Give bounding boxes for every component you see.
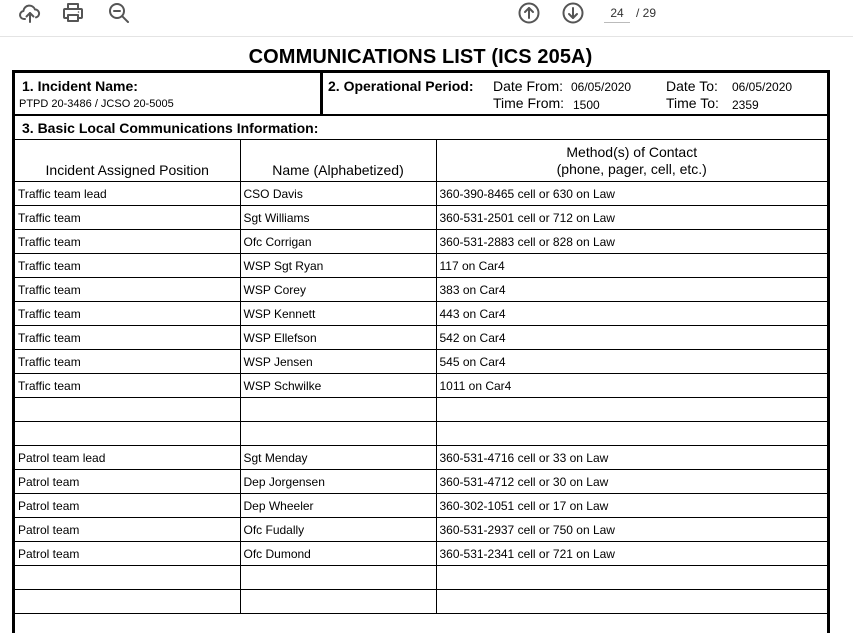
date-to-label: Date To: — [666, 78, 718, 94]
cell-position: Patrol team lead — [15, 446, 240, 470]
cell-name — [240, 590, 436, 614]
cell-position: Traffic team — [15, 206, 240, 230]
previous-page-icon[interactable] — [516, 0, 542, 26]
cell-position — [15, 590, 240, 614]
next-page-icon[interactable] — [560, 0, 586, 26]
cell-contact: 542 on Car4 — [436, 326, 827, 350]
cell-contact: 360-531-2937 cell or 750 on Law — [436, 518, 827, 542]
header-method — [436, 140, 827, 182]
incident-name-label: 1. Incident Name: — [22, 78, 138, 94]
table-row — [15, 374, 827, 398]
print-icon[interactable] — [60, 0, 86, 26]
cell-name: Ofc Fudally — [240, 518, 436, 542]
operational-period-label: 2. Operational Period: — [328, 78, 474, 94]
table-row — [15, 566, 827, 590]
cell-contact — [436, 566, 827, 590]
table-row — [15, 446, 827, 470]
page-indicator — [604, 4, 660, 22]
cell-position — [15, 422, 240, 446]
cell-position — [15, 398, 240, 422]
table-row — [15, 206, 827, 230]
cell-contact: 360-531-2883 cell or 828 on Law — [436, 230, 827, 254]
table-row — [15, 182, 827, 206]
date-from-label: Date From: — [493, 78, 564, 94]
cell-contact: 117 on Car4 — [436, 254, 827, 278]
table-row — [15, 590, 827, 614]
header-method-line1: Method(s) of Contact — [566, 143, 698, 160]
cell-name: WSP Ellefson — [240, 326, 436, 350]
time-from-value: 1500 — [573, 98, 600, 112]
cell-contact: 360-531-2501 cell or 712 on Law — [436, 206, 827, 230]
document-title: COMMUNICATIONS LIST (ICS 205A) — [248, 46, 593, 68]
cell-contact — [436, 422, 827, 446]
table-row — [15, 470, 827, 494]
table-row — [15, 254, 827, 278]
cell-contact: 360-531-4712 cell or 30 on Law — [436, 470, 827, 494]
cell-contact: 360-531-2341 cell or 721 on Law — [436, 542, 827, 566]
cell-name — [240, 398, 436, 422]
cell-name: Ofc Corrigan — [240, 230, 436, 254]
cell-position — [15, 566, 240, 590]
cell-position: Patrol team — [15, 518, 240, 542]
cell-name: WSP Kennett — [240, 302, 436, 326]
cell-position: Patrol team — [15, 470, 240, 494]
cell-position: Traffic team — [15, 302, 240, 326]
basic-communications-section — [15, 116, 827, 138]
cell-name: WSP Schwilke — [240, 374, 436, 398]
cell-name: Ofc Dumond — [240, 542, 436, 566]
cell-contact: 360-302-1051 cell or 17 on Law — [436, 494, 827, 518]
table-row — [15, 494, 827, 518]
header-name: Name (Alphabetized) — [240, 140, 436, 182]
cell-name — [240, 422, 436, 446]
table-row — [15, 542, 827, 566]
time-to-label: Time To: — [666, 95, 719, 111]
cell-contact: 360-390-8465 cell or 630 on Law — [436, 182, 827, 206]
cell-name: Dep Jorgensen — [240, 470, 436, 494]
operational-period-section — [323, 73, 827, 116]
cell-name: WSP Corey — [240, 278, 436, 302]
table-row — [15, 230, 827, 254]
table-header-row — [15, 140, 827, 182]
incident-name-section — [15, 73, 323, 116]
ics-205a-form — [12, 70, 830, 633]
cell-name: CSO Davis — [240, 182, 436, 206]
cell-position: Patrol team — [15, 494, 240, 518]
cell-position: Traffic team — [15, 230, 240, 254]
cell-contact: 360-531-4716 cell or 33 on Law — [436, 446, 827, 470]
cell-contact — [436, 398, 827, 422]
table-row — [15, 350, 827, 374]
table-row — [15, 422, 827, 446]
cell-contact: 545 on Car4 — [436, 350, 827, 374]
upload-cloud-icon[interactable] — [17, 0, 43, 26]
page-number-input[interactable] — [604, 4, 630, 23]
basic-communications-label: 3. Basic Local Communications Information: — [22, 120, 319, 136]
cell-position: Traffic team lead — [15, 182, 240, 206]
cell-name — [240, 566, 436, 590]
date-from-value: 06/05/2020 — [571, 80, 632, 94]
time-to-value: 2359 — [732, 98, 759, 112]
cell-position: Traffic team — [15, 350, 240, 374]
page-total-label: / 29 — [636, 6, 657, 20]
cell-contact — [436, 590, 827, 614]
communications-table — [15, 139, 827, 614]
zoom-out-icon[interactable] — [106, 0, 132, 26]
header-position: Incident Assigned Position — [15, 140, 240, 182]
cell-contact: 383 on Car4 — [436, 278, 827, 302]
cell-position: Traffic team — [15, 254, 240, 278]
cell-position: Traffic team — [15, 278, 240, 302]
table-row — [15, 302, 827, 326]
cell-contact: 1011 on Car4 — [436, 374, 827, 398]
cell-name: WSP Jensen — [240, 350, 436, 374]
table-row — [15, 278, 827, 302]
table-row — [15, 518, 827, 542]
cell-name: Sgt Menday — [240, 446, 436, 470]
cell-name: Dep Wheeler — [240, 494, 436, 518]
date-to-value: 06/05/2020 — [732, 80, 793, 94]
cell-name: Sgt Williams — [240, 206, 436, 230]
cell-position: Traffic team — [15, 326, 240, 350]
cell-name: WSP Sgt Ryan — [240, 254, 436, 278]
incident-name-value: PTPD 20-3486 / JCSO 20-5005 — [19, 98, 174, 110]
table-row — [15, 326, 827, 350]
cell-contact: 443 on Car4 — [436, 302, 827, 326]
pdf-toolbar — [0, 0, 853, 34]
header-method-line2: (phone, pager, cell, etc.) — [556, 160, 707, 177]
cell-position: Traffic team — [15, 374, 240, 398]
time-from-label: Time From: — [493, 95, 565, 111]
table-row — [15, 398, 827, 422]
cell-position: Patrol team — [15, 542, 240, 566]
